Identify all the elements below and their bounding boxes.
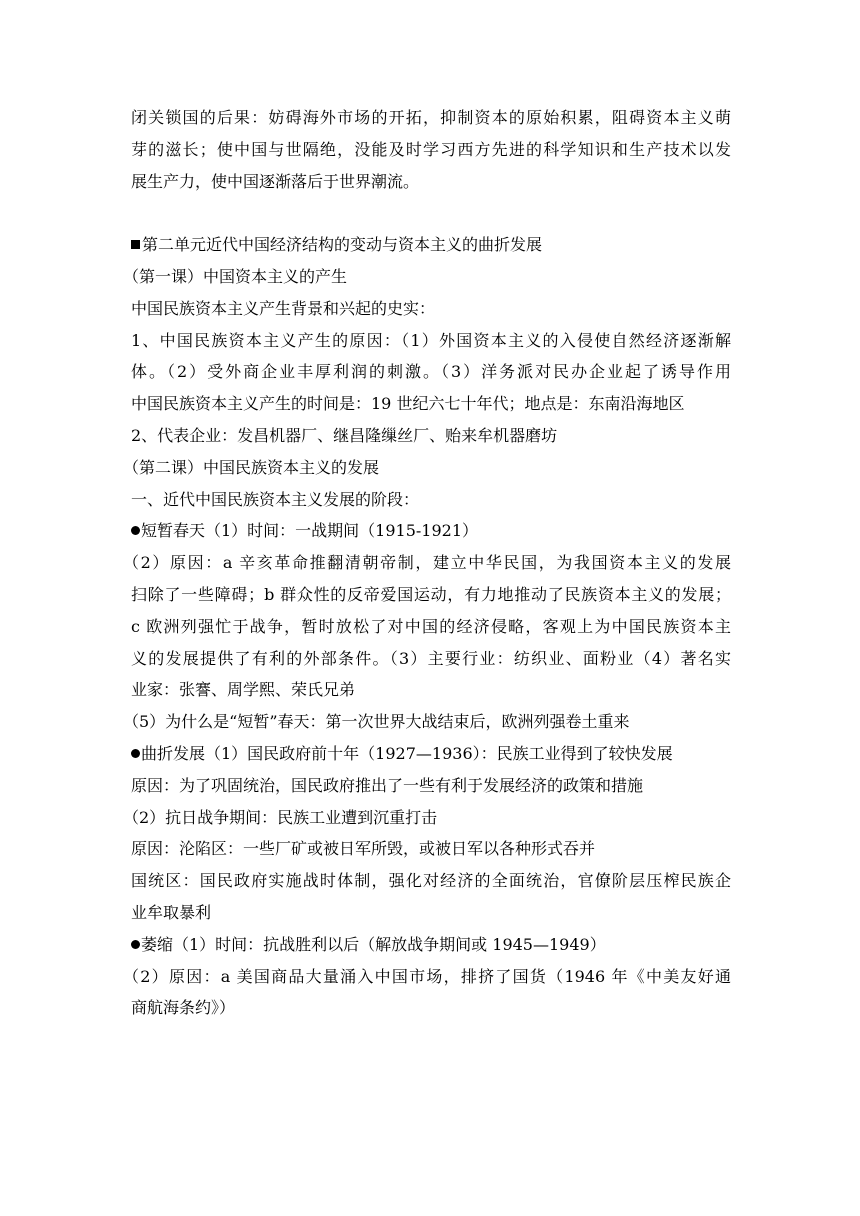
paragraph-line: 义的发展提供了有利的外部条件。（3）主要行业：纺织业、面粉业（4）著名实: [131, 648, 731, 668]
stage-item: [131, 738, 731, 770]
paragraph-line: 1、中国民族资本主义产生的原因：（1）外国资本主义的入侵使自然经济逐渐解: [131, 330, 731, 350]
paragraph-line: 展生产力，使中国逐渐落后于世界潮流。: [131, 171, 420, 191]
paragraph-line: 芽的滋长；使中国与世隔绝，没能及时学习西方先进的科学知识和生产技术以发: [131, 139, 731, 159]
paragraph-line: 国统区：国民政府实施战时体制，强化对经济的全面统治，官僚阶层压榨民族企: [131, 871, 731, 891]
paragraph-line: 业家：张謇、周学熙、荣氏兄弟: [131, 680, 356, 700]
unit-heading-text: 第二单元近代中国经济结构的变动与资本主义的曲折发展: [142, 235, 543, 255]
paragraph-line: c 欧洲列强忙于战争，暂时放松了对中国的经济侵略，客观上为中国民族资本主: [131, 616, 731, 636]
paragraph-line: （5）为什么是“短暂”春天：第一次世界大战结束后，欧洲列强卷土重来: [123, 712, 630, 732]
stage-item: [131, 929, 731, 961]
paragraph-line: 体。（2）受外商企业丰厚利润的刺激。（3）洋务派对民办企业起了诱导作用: [131, 362, 731, 382]
paragraph-line: （2）原因：a 美国商品大量涌入中国市场，排挤了国货（1946 年《中美友好通: [123, 966, 731, 986]
paragraph-line: 商航海条约》）: [131, 998, 236, 1018]
document-body: [123, 102, 731, 1024]
lesson-title: （第一课）中国资本主义的产生: [123, 266, 348, 286]
lesson-title: （第二课）中国民族资本主义的发展: [123, 457, 380, 477]
stage-item-text: 萎缩（1）时间：抗战胜利以后（解放战争期间或 1945—1949）: [141, 934, 606, 954]
paragraph-line: 2、代表企业：发昌机器厂、继昌隆缫丝厂、贻来牟机器磨坊: [131, 425, 558, 445]
paragraph-line: 中国民族资本主义产生背景和兴起的史实：: [131, 298, 436, 318]
dot-bullet-icon: [131, 749, 140, 758]
paragraph-line: （2）抗日战争期间：民族工业遭到沉重打击: [123, 807, 438, 827]
stage-item-text: 曲折发展（1）国民政府前十年（1927—1936）：民族工业得到了较快发展: [141, 743, 673, 763]
dot-bullet-icon: [131, 526, 140, 535]
paragraph-line: 中国民族资本主义产生的时间是：19 世纪六七十年代；地点是：东南沿海地区: [131, 394, 685, 414]
dot-bullet-icon: [131, 940, 140, 949]
paragraph-line: （2）原因：a 辛亥革命推翻清朝帝制，建立中华民国，为我国资本主义的发展: [123, 553, 731, 573]
paragraph-line: 扫除了一些障碍；b 群众性的反帝爱国运动，有力地推动了民族资本主义的发展；: [131, 584, 731, 604]
paragraph-line: 原因：沦陷区：一些厂矿或被日军所毁，或被日军以各种形式吞并: [131, 839, 596, 859]
blank-line: [131, 197, 731, 229]
stage-item-text: 短暂春天（1）时间：一战期间（1915-1921）: [141, 521, 479, 541]
paragraph-line: 闭关锁国的后果：妨碍海外市场的开拓，抑制资本的原始积累，阻碍资本主义萌: [131, 108, 731, 127]
unit-heading: [131, 229, 731, 261]
paragraph-line: 一、近代中国民族资本主义发展的阶段：: [131, 489, 420, 509]
square-bullet-icon: [131, 240, 140, 249]
paragraph-line: 原因：为了巩固统治，国民政府推出了一些有利于发展经济的政策和措施: [131, 775, 644, 795]
paragraph-line: 业牟取暴利: [131, 902, 212, 922]
stage-item: [131, 515, 731, 547]
